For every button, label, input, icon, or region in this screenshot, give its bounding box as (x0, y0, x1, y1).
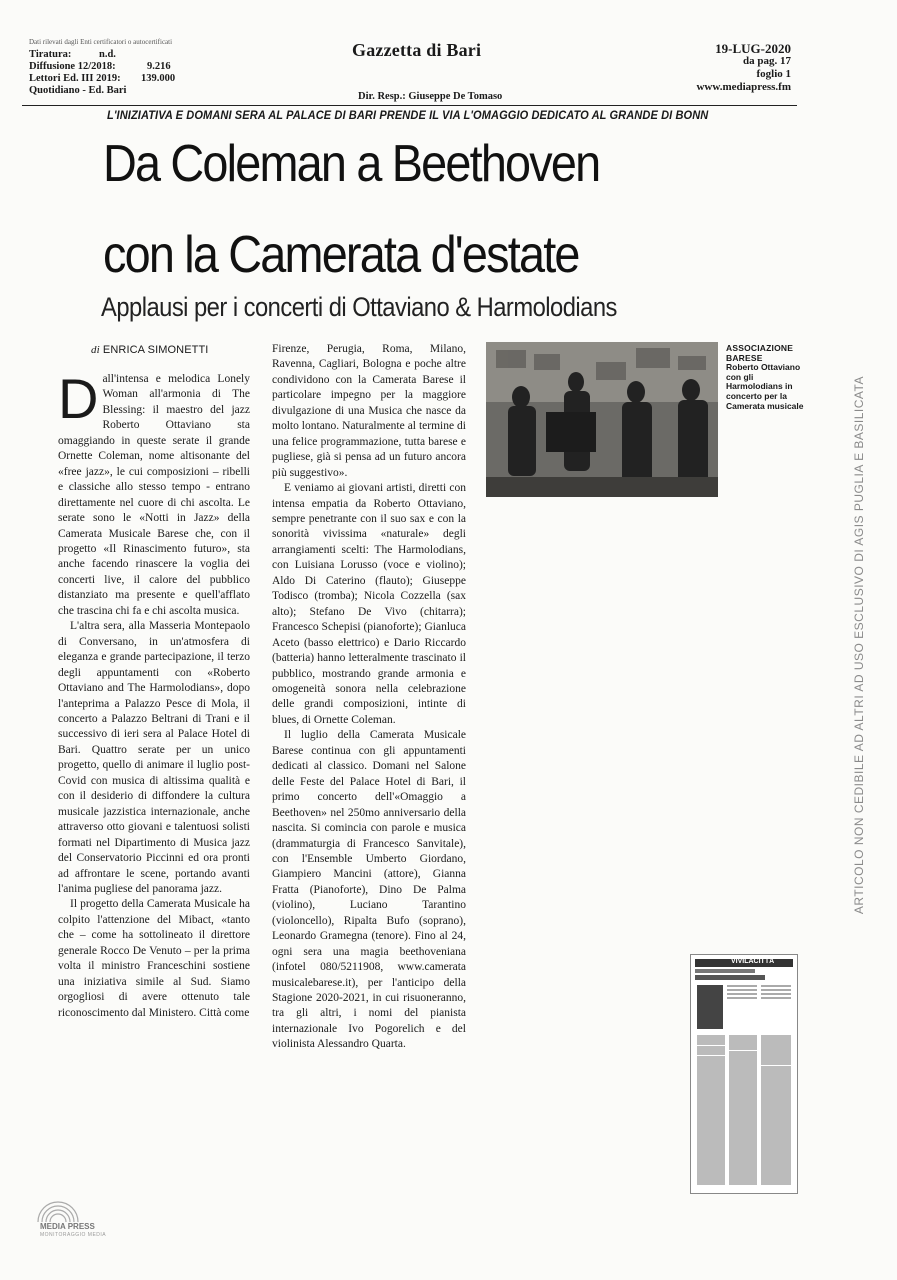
paragraph: L'altra sera, alla Masseria Montepaolo di Conversano, in un'atmosfera di eleganza e grande partecipazione, il terzo degli appuntamenti con «Roberto Ottaviano and The Harmolodians», dopo l'anteprima a Palazzo Pesce di Mola, il concerto a Palazzo Beltrani di Trani e il successivo di ieri sera al Palace Hotel di Bari. Quattro serate per un unico progetto, quello di animare il luglio post-Covid con musica di altissima qualità e con il desiderio di diffondere la cultura musicale jazzistica internazionale, anche attraverso otto giovani e talentuosi solisti formati nel Dipartimento di Musica jazz del Conservatorio Piccinni ed ora pronti ad affrontare le scene, portando avanti l'anima pugliese del panorama jazz. (58, 620, 250, 895)
headline-line-1: Da Coleman a Beethoven (103, 135, 600, 193)
website: www.mediapress.fm (696, 81, 791, 93)
thumbnail-masthead: VIVILACITTÀ (731, 958, 775, 965)
tiratura-value: n.d. (99, 49, 116, 60)
diffusione-value: 9.216 (147, 61, 171, 72)
caption-heading: ASSOCIAZIONE BARESE (726, 343, 794, 363)
caption-text: Roberto Ottaviano con gli Harmolodians in concerto per la Camerata musicale (726, 362, 804, 411)
director: Dir. Resp.: Giuseppe De Tomaso (358, 91, 503, 102)
photo-caption (726, 344, 806, 411)
page-thumbnail-layout (691, 955, 797, 1193)
byline-author: ENRICA SIMONETTI (102, 344, 209, 356)
logo-waves-icon (36, 1198, 80, 1224)
circulation-data (29, 49, 175, 97)
paragraph: Il luglio della Camerata Musicale Barese continua con gli appuntamenti dedicati al classico. Domani nel Salone delle Feste del Palace Hotel di Bari, il primo concerto dell'«Omaggio a Beethoven» nel 250mo anniversario della nascita. Si comincia con parole e musica (drammaturgia di Francesco Sanvitale), con l'Ensemble Umberto Giordano, Giampiero Mancini (attore), Gianna Fratta (Pianoforte), Dino De Palma (violino), Luciano Tarantino (violoncello), Ripalta Bufo (soprano), Leonardo Gramegna (tenore). Fino al 24, ogni sera una magia beethoveniana (infotel 080/5211908, www.camerata musicalebarese.it), per l'anticipo della Stagione 2020-2021, in cui risuoneranno, tra gli altri, i nomi del pianista internazionale Ivo Pogorelich e del violinista Alessandro Quarta. (272, 729, 466, 1051)
subheadline: Applausi per i concerti di Ottaviano & Harmolodians (101, 292, 617, 322)
paragraph: Firenze, Perugia, Roma, Milano, Ravenna, Cagliari, Bologna e poche altre condividono con la Camerata Barese il particolare impegno per la maggiore divulgazione di una Musica che nasce da molto lontano. Naturalmente al termine di una felice programmazione, tutta barese e pugliese, già si pensa ad un futuro ancora più suggestivo». (272, 343, 466, 479)
date: 19-LUG-2020 (715, 41, 791, 56)
page-ref: da pag. 17 (743, 55, 791, 67)
logo-name: MEDIA PRESS (40, 1222, 95, 1231)
concert-photo-illustration (486, 342, 718, 497)
headline-line-2: con la Camerata d'estate (103, 226, 579, 284)
date-block (696, 42, 791, 94)
byline-prefix: di (91, 344, 100, 356)
header-rule (22, 105, 797, 106)
concert-photo (486, 342, 718, 497)
edition: Quotidiano - Ed. Bari (29, 85, 127, 96)
tiratura-label: Tiratura: (29, 49, 72, 60)
diffusione-label: Diffusione 12/2018: (29, 61, 116, 72)
byline (91, 344, 208, 356)
paragraph: Il progetto della Camerata Musicale ha colpito l'attenzione del Mibact, «tanto che – come ha sottolineato il direttore generale Rocco De Venuto – per la prima volta il ministro Franceschini sostiene una iniziativa simile al Sud. Siamo orgogliosi di avere ottenuto tale riconoscimento dal Ministero. Città come (58, 898, 250, 1019)
paragraph-text: all'intensa e melodica Lonely Woman all'armonia di The Blessing: il maestro del jazz Roberto Ottaviano sta omaggiando in queste serate il grande Ornette Coleman, nome altisonante del «free jazz», le cui composizioni – ribelli e classiche allo stesso tempo - entrano direttamente nel cuore di chi ascolta. Le serate sono le «Notti in Jazz» della Camerata Musicale Barese che, con il progetto «Il Rinascimento futuro», sta anche facendo rinascere la voglia dei concerti live, il calore del pubblico distanziato ma presente e quell'afflato che trascina chi fa e chi ascolta musica. (58, 373, 250, 617)
article-column-1 (58, 367, 250, 1019)
sheet: foglio 1 (756, 68, 791, 80)
logo-tagline: MONITORAGGIO MEDIA (40, 1232, 107, 1238)
lettori-label: Lettori Ed. III 2019: (29, 73, 121, 84)
side-usage-notice: ARTICOLO NON CEDIBILE AD ALTRI AD USO ESCLUSIVO DI AGIS PUGLIA E BASILICATA (852, 376, 866, 915)
dropcap: D (58, 367, 99, 430)
lettori-value: 139.000 (141, 73, 176, 84)
kicker: L'INIZIATIVA E DOMANI SERA AL PALACE DI BARI PRENDE IL VIA L'OMAGGIO DEDICATO AL GRANDE DI BONN (107, 110, 709, 122)
paragraph (58, 367, 250, 619)
article-column-2 (272, 342, 466, 1051)
publication-name: Gazzetta di Bari (352, 40, 482, 60)
page-thumbnail (690, 954, 798, 1194)
paragraph: E veniamo ai giovani artisti, diretti con intensa empatia da Roberto Ottaviano, sempre penetrante con il suo sax e con la sonorità vivissima «naturale» degli arrangiamenti scelti: The Harmolodians, con Luisiana Lorusso (voce e violino); Aldo Di Caterino (flauto); Giuseppe Todisco (tromba); Nicola Cozzella (sax alto); Stefano De Vivo (chitarra); Francesco Schepisi (pianoforte); Gianluca Aceto (basso elettrico) e Dario Riccardo (batteria) hanno letteralmente trascinato il pubblico, mostrando grande armonia e omogeneità sonora nella celebrazione delle grandi composizioni, intinte di blues, di Ornette Coleman. (272, 482, 466, 726)
certification-note: Dati rilevati dagli Enti certificatori o autocertificati (29, 38, 173, 46)
